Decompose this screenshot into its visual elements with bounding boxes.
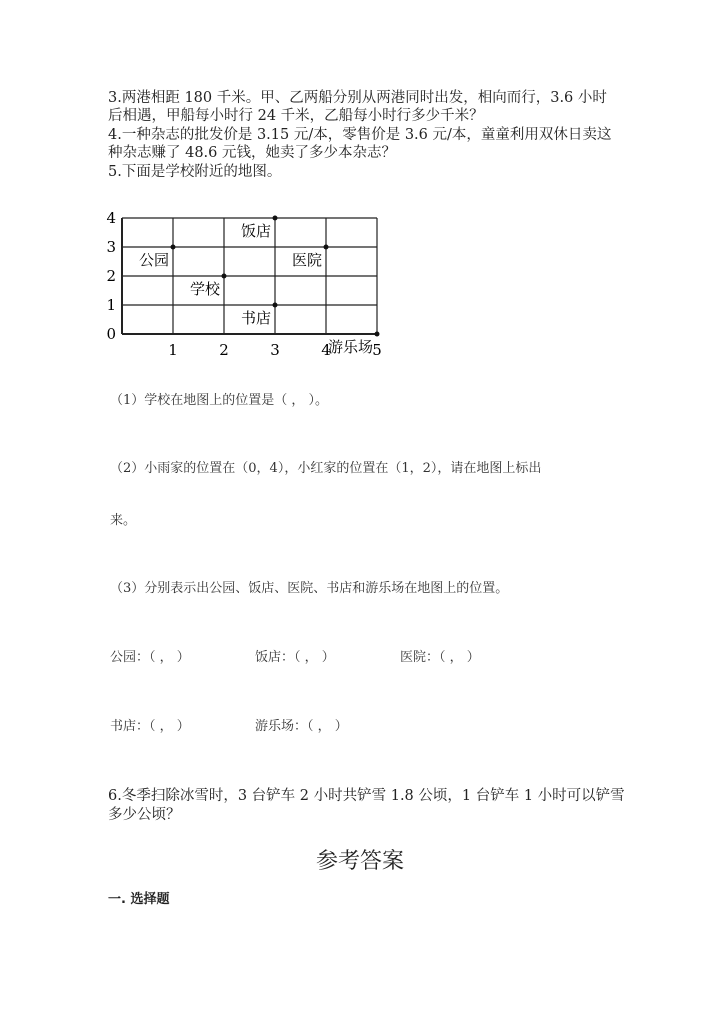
problem-3-line-2: 后相遇，甲船每小时行 24 千米，乙船每小时行多少千米？ — [108, 108, 484, 124]
y-tick-label: 4 — [106, 209, 116, 227]
x-tick-label: 2 — [219, 341, 229, 359]
problem-3-line-1: 3.两港相距 180 千米。甲、乙两船分别从两港同时出发，相向而行，3.6 小时 — [108, 90, 607, 106]
place-label: 饭店 — [240, 222, 271, 240]
y-tick-label: 2 — [106, 267, 116, 285]
place-label: 学校 — [189, 280, 220, 298]
bookstore-answer: 书店：（ ， ） — [110, 719, 190, 734]
problem-6-line-1: 6.冬季扫除冰雪时，3 台铲车 2 小时共铲雪 1.8 公顷，1 台铲车 1 小时可以铲雪 — [108, 788, 625, 804]
amusement-answer: 游乐场：（ ， ） — [255, 719, 348, 734]
x-tick-label: 4 — [321, 341, 331, 359]
place-label: 游乐场 — [327, 338, 373, 356]
y-tick-label: 0 — [106, 325, 116, 343]
y-tick-label: 3 — [106, 238, 116, 256]
section-choice: 一. 选择题 — [108, 892, 170, 907]
place-point — [324, 245, 329, 250]
place-point — [171, 245, 176, 250]
school-map — [104, 210, 394, 360]
answers-heading: 参考答案 — [315, 849, 404, 874]
question-2-line-2: 来。 — [110, 513, 137, 528]
question-2-line-1: （2）小雨家的位置在（0，4），小红家的位置在（1，2），请在地图上标出 — [110, 461, 542, 476]
x-tick-label: 5 — [372, 341, 382, 359]
problem-6-line-2: 多少公顷？ — [108, 807, 181, 823]
question-1: （1）学校在地图上的位置是（ ， ）。 — [110, 393, 329, 408]
place-label: 公园 — [138, 251, 169, 269]
place-label: 医院 — [291, 251, 322, 269]
place-label: 书店 — [240, 309, 271, 327]
place-point — [375, 332, 380, 337]
y-tick-label: 1 — [106, 296, 116, 314]
question-3: （3）分别表示出公园、饭店、医院、书店和游乐场在地图上的位置。 — [110, 581, 509, 596]
problem-4-line-2: 种杂志赚了 48.6 元钱，她卖了多少本杂志？ — [108, 145, 397, 161]
problem-4-line-1: 4.一种杂志的批发价是 3.15 元/本，零售价是 3.6 元/本，童童利用双休日卖这 — [108, 127, 612, 143]
park-answer: 公园：（ ， ） — [110, 650, 190, 665]
x-tick-label: 1 — [168, 341, 178, 359]
problem-5-title: 5.下面是学校附近的地图。 — [108, 164, 282, 180]
restaurant-answer: 饭店：（ ， ） — [255, 650, 335, 665]
place-point — [273, 216, 278, 221]
hospital-answer: 医院：（ ， ） — [400, 650, 480, 665]
place-point — [222, 274, 227, 279]
place-point — [273, 303, 278, 308]
x-tick-label: 3 — [270, 341, 280, 359]
